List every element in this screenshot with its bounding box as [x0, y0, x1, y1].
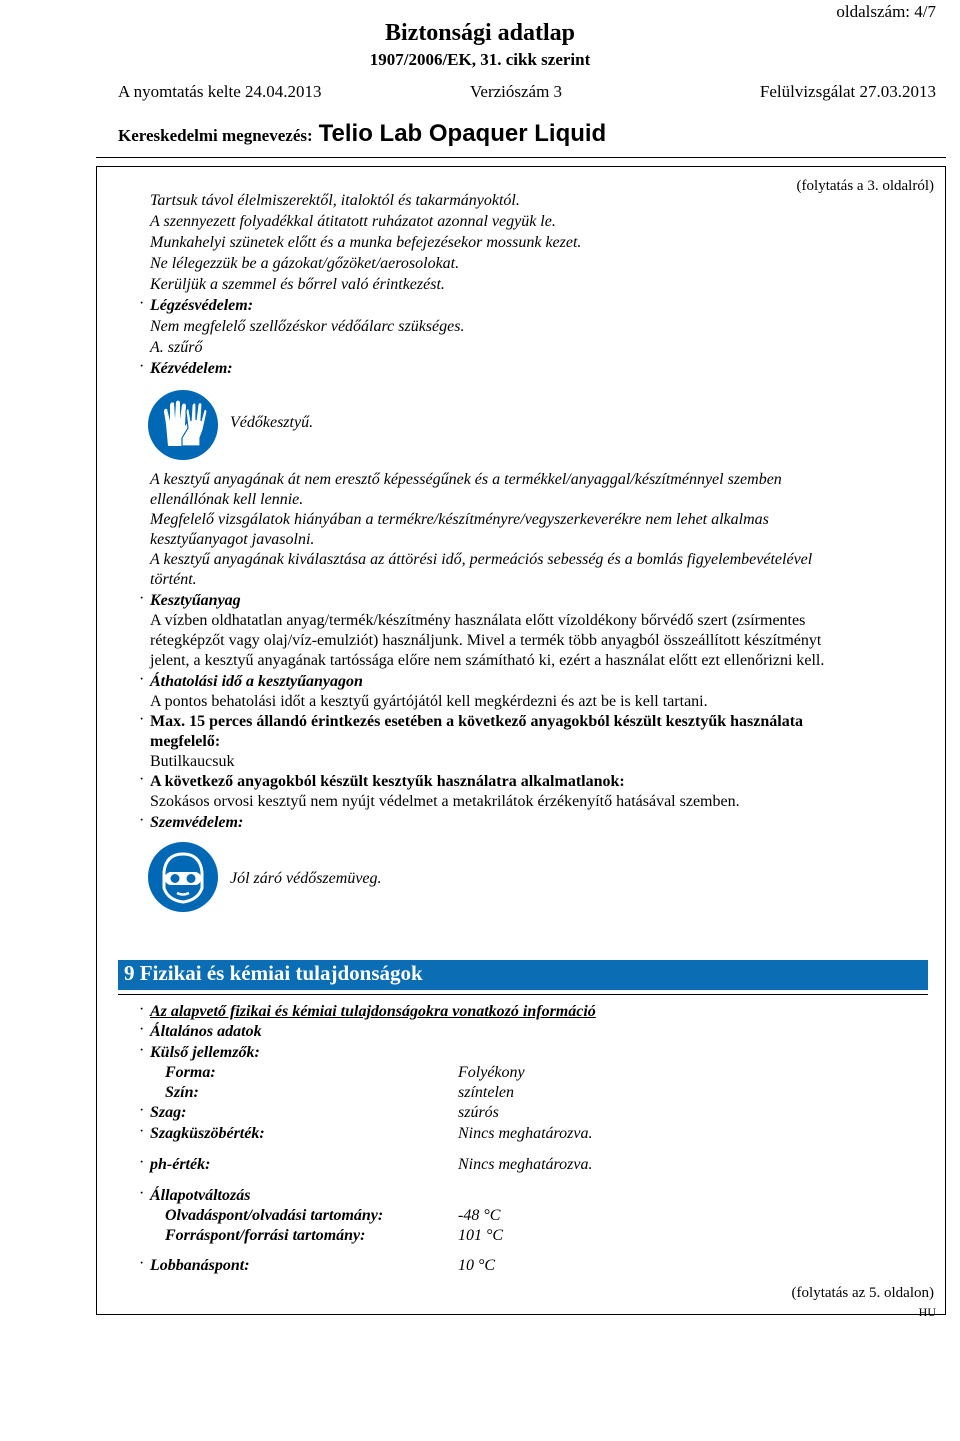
trade-name — [118, 120, 606, 148]
property-label: ph-érték: — [150, 1156, 211, 1173]
property-label: Szag: — [150, 1104, 187, 1121]
goggles-icon-text: Jól záró védőszemüveg. — [230, 870, 382, 887]
revision-date: Felülvizsgálat 27.03.2013 — [759, 82, 936, 101]
gloves-icon-text: Védőkesztyű. — [230, 414, 314, 431]
bullet-dot: · — [139, 295, 145, 312]
property-value: Nincs meghatározva. — [458, 1125, 593, 1142]
bullet-dot: · — [139, 1255, 145, 1272]
glove-paragraph-line: kesztyűanyagot javasolni. — [150, 531, 315, 548]
section-9-title: 9 Fizikai és kémiai tulajdonságok — [124, 961, 423, 985]
glove-paragraph-line: A kesztyű anyagának át nem eresztő képességűnek és a termékkel/anyaggal/készítménnyel szemben — [150, 471, 782, 488]
property-label: Szagküszöbérték: — [150, 1125, 265, 1142]
property-label: Olvadáspont/olvadási tartomány: — [165, 1207, 384, 1224]
appearance-heading: Külső jellemzők: — [150, 1044, 260, 1061]
bullet-dot: · — [139, 1001, 145, 1018]
respiratory-filter: A. szűrő — [150, 339, 203, 356]
basic-info-heading: Az alapvető fizikai és kémiai tulajdonságokra vonatkozó információ — [150, 1003, 596, 1020]
bullet-dot: · — [139, 1123, 145, 1140]
property-label: Forma: — [165, 1064, 216, 1081]
bullet-dot: · — [139, 1154, 145, 1171]
property-value: 10 °C — [458, 1257, 496, 1274]
print-date: A nyomtatás kelte 24.04.2013 — [118, 82, 322, 101]
document-subtitle: 1907/2006/EK, 31. cikk szerint — [369, 50, 591, 69]
penetration-time-text: A pontos behatolási időt a kesztyű gyártójától kell megkérdezni és azt be is kell tartani. — [150, 693, 708, 710]
trade-name-value: Telio Lab Opaquer Liquid — [318, 120, 607, 147]
glove-paragraph-line: A kesztyű anyagának kiválasztása az áttörési idő, permeációs sebesség és a bomlás figyelembevételével — [150, 551, 813, 568]
bullet-dot: · — [139, 590, 145, 607]
version-number: Verziószám 3 — [470, 82, 563, 101]
glove-paragraph-line: történt. — [150, 571, 197, 588]
hygiene-line: Kerüljük a szemmel és bőrrel való érintkezést. — [150, 276, 445, 293]
glove-paragraph-line: Megfelelő vizsgálatok hiányában a termékre/készítményre/vegyszerkeverékre nem lehet alkalmas — [150, 511, 769, 528]
trade-name-label: Kereskedelmi megnevezés: — [118, 126, 313, 145]
state-change-heading: Állapotváltozás — [150, 1187, 251, 1204]
property-label: Forráspont/forrási tartomány: — [165, 1227, 366, 1244]
bullet-dot: · — [139, 358, 145, 375]
document-title: Biztonsági adatlap — [384, 20, 576, 46]
penetration-time-label: Áthatolási idő a kesztyűanyagon — [150, 673, 363, 690]
glove-material-line: rétegképzőt vagy olaj/víz-emulziót) használjunk. Mivel a termék több anyagból összeállított készítményt — [150, 632, 822, 649]
gloves-icon — [148, 390, 218, 460]
hand-protection-label: Kézvédelem: — [150, 360, 233, 377]
unsuitable-text: Szokásos orvosi kesztyű nem nyújt védelmet a metakrilátok érzékenyítő hatásával szemben. — [150, 793, 740, 810]
hygiene-line: Ne lélegezzük be a gázokat/gőzöket/aerosolokat. — [150, 255, 460, 272]
bullet-dot: · — [139, 771, 145, 788]
max-contact-label-cont: megfelelő: — [150, 733, 221, 750]
respiratory-text: Nem megfelelő szellőzéskor védőálarc szükséges. — [150, 318, 465, 335]
glove-material-line: A vízben oldhatatlan anyag/termék/készítmény használata előtt vízoldékony bőrvédő szert (zsírmentes — [150, 612, 806, 629]
property-value: Folyékony — [458, 1064, 525, 1081]
hygiene-line: A szennyezett folyadékkal átitatott ruházatot azonnal vegyük le. — [150, 213, 556, 230]
max-contact-label: Max. 15 perces állandó érintkezés esetében a következő anyagokból készült kesztyűk használata — [150, 713, 804, 730]
general-info-heading: Általános adatok — [150, 1023, 262, 1040]
glove-material-line: jelent, a kesztyű anyagának tartóssága előre nem számítható ki, ezért a használat előtt ezt ellenőrizni kell. — [150, 652, 825, 669]
respiratory-label: Légzésvédelem: — [150, 297, 254, 314]
page-number: oldalszám: 4/7 — [836, 2, 936, 21]
bullet-dot: · — [139, 711, 145, 728]
eye-protection-label: Szemvédelem: — [150, 814, 244, 831]
hygiene-line: Munkahelyi szünetek előtt és a munka befejezésekor mossunk kezet. — [150, 234, 582, 251]
max-contact-value: Butilkaucsuk — [150, 753, 235, 770]
glove-paragraph-line: ellenállónak kell lennie. — [150, 491, 304, 508]
property-value: színtelen — [458, 1084, 514, 1101]
bullet-dot: · — [139, 1021, 145, 1038]
continued-to: (folytatás az 5. oldalon) — [791, 1285, 934, 1301]
unsuitable-label: A következő anyagokból készült kesztyűk használatra alkalmatlanok: — [150, 773, 625, 790]
hygiene-line: Tartsuk távol élelmiszerektől, italoktól és takarmányoktól. — [150, 192, 520, 209]
bullet-dot: · — [139, 1185, 145, 1202]
continued-from: (folytatás a 3. oldalról) — [796, 178, 934, 194]
bullet-dot: · — [139, 812, 145, 829]
property-label: Szín: — [165, 1084, 199, 1101]
property-value: -48 °C — [458, 1207, 501, 1224]
bullet-dot: · — [139, 1102, 145, 1119]
section-divider — [118, 994, 928, 995]
header-divider — [96, 157, 946, 158]
bullet-dot: · — [139, 671, 145, 688]
language-code: HU — [918, 1305, 936, 1319]
goggles-icon — [148, 842, 218, 912]
bullet-dot: · — [139, 1042, 145, 1059]
property-label: Lobbanáspont: — [150, 1257, 250, 1274]
section-9-header — [118, 960, 928, 990]
glove-material-label: Kesztyűanyag — [150, 592, 241, 609]
property-value: 101 °C — [458, 1227, 504, 1244]
property-value: szúrós — [458, 1104, 499, 1121]
property-value: Nincs meghatározva. — [458, 1156, 593, 1173]
